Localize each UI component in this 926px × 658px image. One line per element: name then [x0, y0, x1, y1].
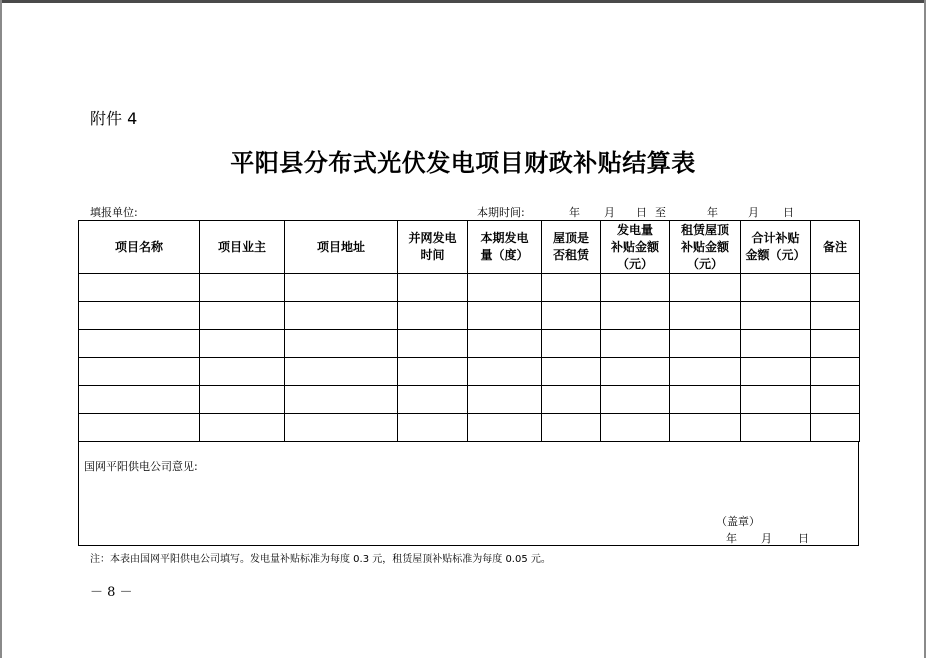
- header-text: 本期发电 量（度）: [480, 231, 529, 262]
- table-cell: [670, 330, 741, 358]
- table-cell: [398, 302, 468, 330]
- table-row: [79, 358, 860, 386]
- table-header-row: [79, 221, 860, 274]
- table-cell: [811, 386, 860, 414]
- table-cell: [398, 414, 468, 442]
- table-cell: [79, 274, 200, 302]
- table-cell: [200, 358, 285, 386]
- table-row: [79, 274, 860, 302]
- table-cell: [398, 386, 468, 414]
- header-remarks: [811, 221, 860, 274]
- period-end-year: 年: [707, 206, 718, 219]
- table-row: [79, 330, 860, 358]
- table-cell: [601, 386, 670, 414]
- table-cell: [601, 330, 670, 358]
- table-cell: [741, 414, 811, 442]
- table-cell: [468, 358, 542, 386]
- header-text: 合计补贴 金额（元）: [745, 231, 806, 262]
- fill-unit-label: 填报单位:: [90, 206, 138, 219]
- header-roof-lease-subsidy: [670, 221, 741, 274]
- table-cell: [398, 358, 468, 386]
- table-cell: [542, 358, 601, 386]
- table-cell: [811, 414, 860, 442]
- table-cell: [200, 330, 285, 358]
- opinion-label: 国网平阳供电公司意见:: [84, 460, 198, 473]
- footnote: 注：本表由国网平阳供电公司填写。发电量补贴标准为每度 0.3 元，租赁屋顶补贴标准为每度 0.05 元。: [90, 554, 551, 565]
- header-total-subsidy: [741, 221, 811, 274]
- table-row: [79, 414, 860, 442]
- table-cell: [285, 386, 398, 414]
- period-label: 本期时间:: [477, 206, 525, 219]
- table-cell: [468, 274, 542, 302]
- sign-month: 月: [761, 532, 772, 545]
- table-cell: [542, 414, 601, 442]
- sign-year: 年: [726, 532, 737, 545]
- table-cell: [398, 330, 468, 358]
- header-generation-subsidy: [601, 221, 670, 274]
- table-cell: [741, 330, 811, 358]
- table-cell: [601, 302, 670, 330]
- period-to: 至: [655, 206, 666, 219]
- table-cell: [542, 330, 601, 358]
- header-text: 项目地址: [316, 239, 365, 254]
- header-period-generation: [468, 221, 542, 274]
- window-left-border: [0, 0, 2, 658]
- table-cell: [285, 330, 398, 358]
- table-cell: [285, 302, 398, 330]
- sign-day: 日: [798, 532, 809, 545]
- seal-label: （盖章）: [716, 515, 760, 528]
- attachment-label: 附件 4: [90, 109, 138, 128]
- table-cell: [670, 302, 741, 330]
- table-cell: [79, 386, 200, 414]
- table-cell: [670, 358, 741, 386]
- table-cell: [741, 274, 811, 302]
- table-cell: [811, 358, 860, 386]
- table-cell: [468, 302, 542, 330]
- table-cell: [468, 330, 542, 358]
- period-start-month: 月: [604, 206, 615, 219]
- header-text: 备注: [822, 239, 847, 254]
- table-cell: [542, 302, 601, 330]
- table-cell: [79, 414, 200, 442]
- table-body: [79, 274, 860, 442]
- header-text: 发电量 补贴金额 （元）: [610, 222, 659, 271]
- header-text: 项目业主: [217, 239, 266, 254]
- page-number: － 8 －: [90, 585, 133, 600]
- table-cell: [200, 414, 285, 442]
- table-cell: [601, 358, 670, 386]
- table-cell: [79, 330, 200, 358]
- header-project-owner: [200, 221, 285, 274]
- table-cell: [601, 414, 670, 442]
- header-project-name: [79, 221, 200, 274]
- table-cell: [398, 274, 468, 302]
- table-cell: [79, 358, 200, 386]
- table-cell: [542, 274, 601, 302]
- header-text: 项目名称: [114, 239, 163, 254]
- header-text: 屋顶是 否租赁: [552, 231, 589, 262]
- table-row: [79, 386, 860, 414]
- header-project-address: [285, 221, 398, 274]
- table-cell: [670, 274, 741, 302]
- header-text: 租赁屋顶 补贴金额 （元）: [680, 222, 729, 271]
- table-cell: [601, 274, 670, 302]
- table-cell: [79, 302, 200, 330]
- table-cell: [741, 358, 811, 386]
- page-title: 平阳县分布式光伏发电项目财政补贴结算表: [230, 148, 696, 177]
- table-cell: [285, 274, 398, 302]
- period-start-day: 日: [636, 206, 647, 219]
- opinion-box: [78, 441, 859, 546]
- period-start-year: 年: [569, 206, 580, 219]
- table-cell: [811, 274, 860, 302]
- table-row: [79, 302, 860, 330]
- table-cell: [200, 302, 285, 330]
- table-cell: [200, 386, 285, 414]
- window-top-border: [0, 0, 926, 3]
- table-cell: [670, 386, 741, 414]
- table-cell: [741, 302, 811, 330]
- table-cell: [811, 302, 860, 330]
- table-cell: [468, 386, 542, 414]
- table-cell: [542, 386, 601, 414]
- settlement-table: [78, 220, 860, 442]
- header-grid-connection-time: [398, 221, 468, 274]
- period-end-month: 月: [748, 206, 759, 219]
- table-cell: [811, 330, 860, 358]
- table-cell: [200, 274, 285, 302]
- header-roof-leased: [542, 221, 601, 274]
- table-cell: [285, 414, 398, 442]
- period-end-day: 日: [783, 206, 794, 219]
- table-cell: [468, 414, 542, 442]
- table-cell: [741, 386, 811, 414]
- table-cell: [285, 358, 398, 386]
- table-cell: [670, 414, 741, 442]
- header-text: 并网发电 时间: [408, 231, 457, 262]
